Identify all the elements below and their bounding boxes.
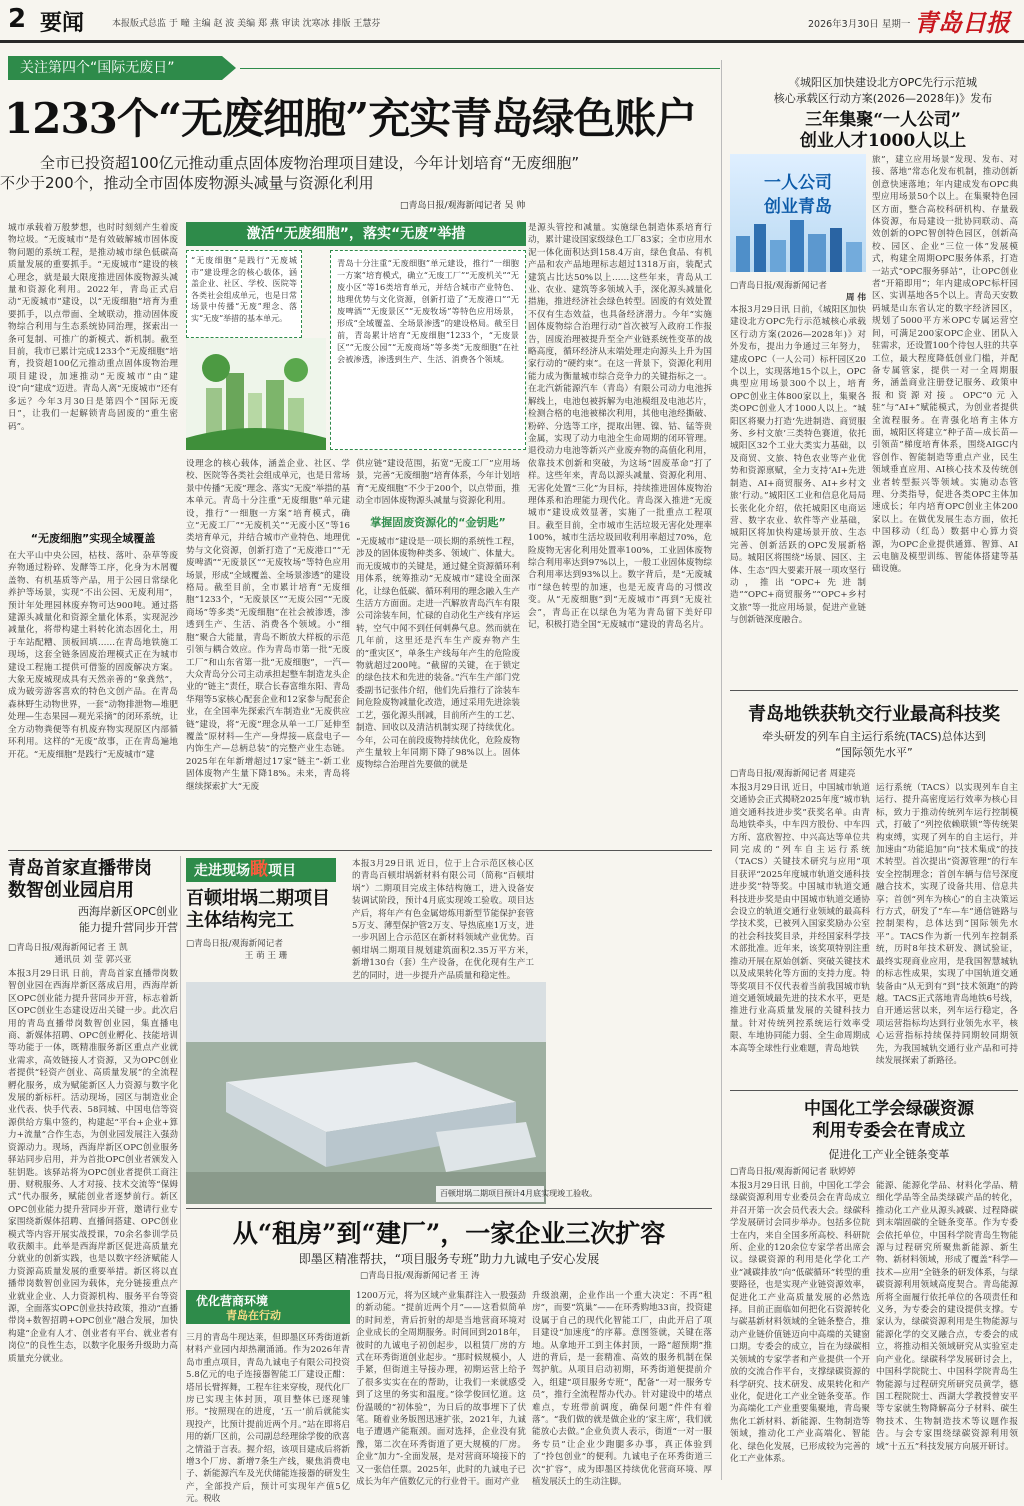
construction-headline (186, 888, 346, 932)
lead-section-heading-1: “无废细胞”实现全域覆盖 (30, 532, 156, 545)
opc-illustration-caption-2: 创业青岛 (764, 197, 832, 217)
construction-byline-1: □青岛日报/观海新闻记者 (186, 939, 283, 949)
topic-banner: 关注第四个“国际无废日” (8, 56, 222, 80)
lead-headline: 1233个“无废细胞”充实青岛绿色账户 (4, 94, 697, 143)
opc-reporter: 周 伟 (845, 293, 866, 303)
metro-subhead-1: 牵头研发的列车自主运行系统(TACS)总体达到 (762, 730, 986, 743)
lead-body-col3: 供应链”建设范围，拓宽“无废工厂”应用场景，完善“无废细胞”培育体系，今年计划培育“无废细胞”不少于200个，以点带面，推动全市固体废物源头减量与资源化利用。 (356, 459, 520, 507)
lead-subhead-1: 全市已投资超100亿元推动重点固体废物治理项目建设，今年计划培育“无废细胞” (40, 154, 580, 172)
banner-rule (240, 68, 720, 69)
opc-body-col1: 本报3月29日讯 日前，《城阳区加快建设北方OPC先行示范城核心承载区行动方案(2026—2028年)》对外发布，提出力争通过三年努力，建成OPC（一人公司）标杆园区20个以上，实现落地15个以上，OPC典型应用场景300个以上，培育OPC创业主体800家以上，集聚各类OPC创业人才1000人以上。“城阳区将聚力打造‘先进制造、商贸服务、乡村文旅’三类特色赛道，依托城阳区32个工业大类实力基础，以及商贸、文旅、特色农业等产业优势和资源禀赋，全力支持‘AI+先进制造、AI+商贸服务、AI+乡村文旅’行动。”城阳区工业和信息化局局长张化化介绍，依托城阳区电商运营、数字农业、软件等产业基础，城阳区将加快构建场景开放、生态完善、创新活跃的OPC发展新格局。城阳区将围绕“场景、园区、主体、生态”四大要素开展一项攻坚行动，推出“OPC+先进制造”“OPC+商贸服务”“OPC+乡村文旅”等一批应用场景，促进产业链与创新链深度融合。 (730, 305, 866, 626)
opc-pre-headline-1: 《城阳区加快建设北方OPC先行示范城 (789, 76, 977, 89)
chem-body-col1: 本报3月29日讯 日前，中国化工学会绿碳资源利用专业委员会在青岛成立并召开第一次会员代表大会。绿碳科学发展研讨会同步举办。包括多位院士在内，来自全国多所高校、科研院所、企业的120余位专家学者出席会议。绿碳资源的利用是化学化工产业“减碳排放”向“低碳循环”转型的重要路径，也是实现产业链资源效率，促进化工产业高质量发展的必然选择。目前正面临如何把化石资源转化与碳基新材料领域的全链条整合，推动产业链价值链迈向中高端的关键窗口期。专委会的成立，旨在为绿碳相关领域的专家学者和产业提供一个开放的交流合作平台，支撑绿碳资源的科学研究、技术研发、成果转化和产业化，促进化工产业全链条变革。作为高端化工产业重要集聚地，青岛聚焦化工新材料、新能源、生物制造等领域，推动化工产业高端化、智能化、绿色化发展，已形成较为完善的化工产业体系。 (730, 1181, 870, 1464)
section-divider (8, 850, 712, 851)
opc-pre-headline (748, 74, 1018, 106)
jimo-body-col1: 三月的青岛牛现达莱，但即墨区环秀街道新材料产业园内却热潮涌涌。作为2026年青岛市重点项目，青岛九诚电子有限公司投资5.8亿元的电子连接器智能工厂建设正酣：塔吊长臂挥舞，工程车往来穿梭，现代化厂房已实现主体封顶，项目整体已逐现雏形。“按照现在的进度，‘五一’前后就能实现投产，比预计提前近两个月。”站在即将启用的新厂区前，公司副总经理徐学俊的欣喜之情溢于言表。握介绍，该项目建成后将新增3个厂房、新增7条生产线，聚焦消费电子、新能源汽车及光伏储能连接器的研发生产，全部投产后，预计可实现年产值5亿元。税收 (186, 1333, 350, 1505)
opc-body-col2: 旅”，建立应用场景“发现、发布、对接、落地”常态化发布机制，推动创新创意快速落地；年内建成发布OPC典型应用场景50个以上。在集聚特色园区方面，整合高校科研机构、存量载体资源，布局建设一批协同联动、高效创新的OPC智创特色园区，创新高校、园区、企业“三位一体”发展模式，构建全周期OPC服务体系，打造一站式“OPC服务驿站”，让OPC创业者“开箱即用”；年内建成OPC标杆园区、实训基地各5个以上。青岛天安数码城是山东省认定的数字经济园区，规划了5000平方米OPC专属运营空间，可满足200家OPC企业、团队入驻需求，还设置100个待包人驻的共享工位，最大程度降低创业门槛，并配备专属管家，提供一对一全周期服务，涵盖商业注册登记服务、政策申报和资源对接。OPC“0元入驻”与“AI+”赋能模式，为创业者提供全流程服务。在青强化培育主体方面，城阳区将建立“种子苗—成长苗—引领苗”梯度培育体系，围绕AIGC内容创作、智能制造等重点产业，民生领域垂直应用、AI核心技术及传统创业者转型振兴等领域。实施动态管理、分类指导，促进各类OPC主体加速成长；年内培育OPC创业主体200家以上。在做优发展生态方面，依托中国移动（红岛）数据中心算力资源，为OPC企业提供通算、智算、AI云电脑及模型训练、智能体搭建等基础设施。 (872, 155, 1018, 575)
chem-headline (760, 1098, 1018, 1142)
construction-tag (186, 858, 336, 882)
livestream-subhead-2: 能力提升营同步开营 (79, 921, 178, 934)
jimo-body-col2: 1200万元，将为区域产业集群注入一股强劲的新动能。“提前近两个月”——这看似简单的时间差，背后折射的却是当地营商环境对企业成长的全周期服务。时间回到2018年，彼时的九诚电子初创起步，以租赁厂房的方式在环秀街道创业起步。“那时候规模小，人手紧，但街道主导接办理，初期运营上给予了很多实实在在的帮助，让我们一来就感受到了这里的务实和温度。”徐学俊回忆道。这份温暖的“初体验”，为日后的故事埋下了伏笔。随着业务版图迅速扩张，2021年，九诚电子遭遇产能瓶颈。面对选择，企业没有犹豫，第二次在环秀街道了更大规模的厂房。企业“加力”-全面发展，是对营商环境接下的又一张信任票。2025年，此时的九诚电子已成长为年产值数亿元的行业骨干。面对产业 (356, 1291, 526, 1488)
livestream-byline-1: □青岛日报/观海新闻记者 王 凯 (8, 943, 128, 953)
construction-headline-1: 百顿坩埚二期项目 (186, 888, 330, 909)
opc-illustration-caption-1: 一人公司 (764, 173, 832, 193)
lead-body-col3b: “无废城市”建设是一项长期的系统性工程，涉及的固体废物种类多、领域广、体量大。而无废城市的关键是，通过健全资源循环利用体系，统筹推动“无废城市”建设全面深化，让绿色低碳、循环利用的理念融入生产生活方方面面。走进一汽解放青岛汽车有限公司涂装车间，忙碌的自动化生产线有序运转，空气中闻不到任何刺鼻气息。然而就在几年前，这里还是汽车生产废弃物产生的“重灾区”，单条生产线每年产生的危险废物就超过200吨。“截留的关键，在于锁定的绿色技术和先进的装备。”汽车生产部门党委副书记张伟介绍，他们先后推行了涂装车间危险废物减量化改造，通过采用先进涂装工艺，强化源头削减，目前所产生的工艺、制造、回收以及清洁机制实现了持续优化。今年，公司在前段废物持续优化，危险废物产生量较上年同期下降了98%以上。固体废物综合治理首先要做的就是 (356, 537, 520, 771)
chem-byline: □青岛日报/观海新闻记者 耿婷婷 (730, 1167, 856, 1177)
livestream-headline-2: 数智创业园启用 (8, 880, 134, 901)
opc-illustration (730, 154, 866, 272)
lead-body-col1b: 在大平山中央公园，枯枝、落叶、杂草等废弃物通过粉碎、发酵等工序，化身为木屑覆盖物、有机基质等产品，用于公园日常绿化养护等场景，实现“不出公园、无废利用”，预计年处理园林废弃物可达900吨。通过搭建源头减量化和资源全量化体系，实现泥沙减量化，将带构建土料转化流态固化土，用于车站配糟、顶板回填……在青岛地铁施工现场，这套全链条固废治理模式正在为城市建设工程施工提供可借鉴的固废解决方案。大象无废城现成具有天然亲善的“象龚然”，成为破旁游客喜欢的特色文创产品。在青岛森林野生动物世界，一套“动物排泄物—堆肥处理—生态果园—观光采摘”的闭环系统，让全方动物粪便等有机废弃物实现原区内部循环利用。这样的“无废”故事，正在青岛遍地开花。“无废细胞”是践行“无废城市”建 (8, 551, 178, 760)
construction-headline-2: 主体结构完工 (186, 910, 294, 931)
jimo-subhead: 即墨区精准帮扶，“项目服务专班”助力九诚电子安心发展 (298, 1252, 600, 1266)
metro-byline: □青岛日报/观海新闻记者 周建亮 (730, 769, 856, 779)
jimo-byline: □青岛日报/观海新闻记者 王 涛 (360, 1271, 480, 1281)
livestream-subhead-1: 西海岸新区OPC创业 (78, 905, 178, 918)
column-divider (180, 856, 181, 1480)
feature-box-heading: 激活“无废细胞”，落实“无废”举措 (186, 222, 526, 246)
green-city-illustration (186, 338, 326, 450)
livestream-byline-2: 通讯员 刘 莹 郭兴亚 (54, 955, 132, 965)
lead-section-heading-2: 掌握固废资源化的“金钥匙” (370, 516, 506, 529)
construction-body: 本报3月29日讯 近日，位于上合示范区核心区的青岛百顿坩埚新材料有限公司（简称“百顿坩埚”）二期项目完成主体结构施工，进入设备安装调试阶段，预计4月底实现竣工验收。项目达产后，将年产有色金属熔炼用新型节能保护套管5万支、薄型保护管2万支、导热底座1万支，进一步巩固上合示范区在新材料领域产业优势。百顿坩埚二期项目规划建筑面积2.35万平方米，新增130台（套）生产设备，在优化现有生产工艺的同时，进一步提升产品质量和稳定性。 (352, 859, 534, 981)
chem-subhead: 促进化工产业全链条变革 (828, 1148, 950, 1161)
construction-byline-2: 王 萌 王 珊 (244, 951, 288, 961)
lead-body-col4: 是源头管控和减量。实施绿色制造体系培育行动，累计建设国家级绿色工厂83家；全市应用水泥一体化面积达到158.4万亩，绿色食品、有机产品和农产品地理标志超过1318万亩，装配式建筑占比达50%以上……这些年来，青岛从工业、农业、建筑等多领域入手，深化源头减量化措施，推进经济社会绿色转型。固废的有效处置不仅有生态效益，也具备经济潜力。今年“实施固体废物综合治理行动”首次被写入政府工作报告，固废治理被提升至全产业链系统性变革的战略高度，循环经济从末端处理走向源头上升为国家行动的“硬约束”。在这一背景下，资源化利用能力成为衡量城市综合竞争力的关键指标之一。在北汽新能源汽车（青岛）有限公司动力电池拆解线上，电池包被拆解为电池模组及电池芯片，检测合格的电池被梯次利用，其他电池经撕破、粉碎、分选等工序，提取出锂、镍、钴、锰等贵金属，实现了动力电池全生命周期的闭环管理。退役动力电池等新兴产业废弃物的高值化利用，依靠技术创新和突破，为这场“固废革命”打了样。这些年来，青岛以源头减量、资源化利用、无害化处置“三化”为目标，持续推进固体废物治理体系和治理能力现代化。青岛深入推进“无废城市”建设成效显著，实施了一批重点工程项目。截至目前，全市城市生活垃圾无害化处理率100%，城市生活垃圾回收利用率超过70%，危险废物无害化利用处置率100%，工业固体废物综合利用率达到97%以上，一般工业固体废物综合利用率达到93%以上。数字背后，是“无废城市”绿色转型的加速，也是无废青岛的习惯改变。从“无废细胞”到“无废城市”再到“无废社会”，青岛正在以绿色为笔为青岛留下美好印记，积极打造全国“无废城市”建设的青岛名片。 (528, 223, 712, 630)
chem-headline-2: 利用专委会在青成立 (812, 1121, 966, 1141)
construction-aerial-photo (186, 982, 598, 1204)
aerial-photo-graphic (186, 982, 546, 1204)
section-divider (186, 1208, 712, 1209)
lead-byline: □青岛日报/观海新闻记者 吴 帅 (400, 201, 526, 211)
opc-headline (748, 110, 1018, 152)
livestream-headline (8, 858, 178, 902)
page-number: 2 (8, 4, 27, 34)
section-divider (730, 1090, 1018, 1091)
jimo-body-col3: 升级浪潮，企业作出一个重大决定：不再“租房”，而要“筑巢”——在环秀购地33亩，投资建设属于自己的现代化智能工厂，由此开启了项目建设“加速度”的序幕。意图签就，关键在落地。从拿地开工到主体封顶，一路“超预期”推进的背后，是一套精准、高效的服务机制在保驾护航。从项目启动初期，环秀街道便提前介入，组建“项目服务专班”，配备“一对一服务专员”，推行全流程帮办代办。针对建设中的堵点难点，专班带前调度，确保问题“件件有着落”。“我们做的就是做企业的‘家主席’，我们就能放心去做。”企业负责人表示，街道“一对一服务专员”让企业少跑腿多办事，真正体验到了“拎包创业”的便利。九诚电子在环秀街道三次“扩容”，成为即墨区持续优化营商环境、厚植发展沃土的生动注脚。 (532, 1291, 712, 1488)
newspaper-logo: 青岛日报 (914, 8, 1010, 37)
construction-tag-2: 瞰 (250, 859, 268, 880)
construction-tag-3: 项目 (268, 863, 296, 879)
metro-body-col1: 本报3月29日讯 近日，中国城市轨道交通协会正式揭晓2025年度“城市轨道交通科技进步奖”获奖名单。由青岛地铁牵头，中车四方股份、中车四方所、富欣智控、中兴高达等单位共同完成的“列车自主运行系统（TACS）关键技术研究与应用”项目获评“2025年度城市轨道交通科技进步奖”特等奖。中国城市轨道交通科技进步奖是由中国城市轨道交通协会设立的轨道交通行业领域的最高科学技术奖，已被列入国家奖励办公室的社会科技奖目录，并经国家科学技术部批准。近年来，该奖项特别注重推动开展在原始创新、突破关键技术以及成果转化等方面的支持力度。特等奖项目不仅代表着当前我国城市轨道交通领域最先进的技术水平，更是推进行业高质量发展的关键科技力量。针对传统列控系统运行效率受限、车地协同能力弱、全生命周期成本高等全球性行业难题，青岛地铁 (730, 783, 870, 1054)
opc-pre-headline-2: 核心承载区行动方案(2026—2028年)》发布 (773, 92, 993, 105)
construction-tag-1: 走进现场 (194, 863, 250, 879)
livestream-headline-1: 青岛首家直播带岗 (8, 858, 152, 879)
metro-body-col2: 运行系统（TACS）以实现列车自主运行、提升高密度运行效率为核心目标，致力于推动传统列车运行控制模式，打破了“列控依赖联锁”等传统架构束缚，实现了列车的自主运行，并加速由“功能追加”向“技术集成”的技术转型。首次提出“资源管理”的行车安全控制理念；首创车辆与信号深度融合技术，实现了设备共用、信息共享；首创“列车为核心”的自主决策运行方式，研发了“车—车”通信链路与控制架构，总体达到“国际领先水平”。TACS作为新一代列车控制系统，历时8年技术研发、测试验证，最终实现商业应用，是我国智慧城轨的标志性成果，实现了中国轨道交通装备由“从无到有”到“技术领跑”的跨越。TACS正式落地青岛地铁6号线，自开通运营以来，列车运行稳定，各项运营指标均达到行业领先水平，核心运营指标持续保持同期较同期领先，为我国城轨交通行业产品和可持续发展探索了新路径。 (876, 783, 1018, 1066)
jimo-tag-2: 青岛在行动 (226, 1309, 281, 1322)
staff-credits: 本报版式总监 于 疃 主编 赵 波 美编 郑 燕 审读 沈寒冰 排版 王慧芬 (112, 19, 381, 29)
city-skyline-graphic (730, 216, 866, 272)
jimo-tag-1: 优化营商环境 (196, 1294, 269, 1308)
metro-headline: 青岛地铁获轨交行业最高科技奖 (748, 704, 1000, 725)
chem-body-col2: 能源、能源化学品、材料化学品、精细化学品等全品类绿碳产品的转化，推动化工产业从源头减碳、过程降碳到末端固碳的全链条变革。作为专委会依托单位，中国科学院青岛生物能源与过程研究所聚焦新能源、新生物、新材料领域，形成了覆盖“科学—技术—应用”全链条的研发体系，与绿碳资源利用领域高度契合。青岛能源所将全面履行依托单位的各项责任和义务，为专委会的建设提供支撑。专家认为，绿碳资源利用是生物能源与能源化学的交叉融合点，专委会的成立，将推动相关领域研究从实验室走向产业化。绿碳科学发展研讨会上，中国科学院院士、中国科学院青岛生物能源与过程研究所研究员黄学，德国工程院院士、西湖大学教授曾安平等专家就生物降解高分子材料、碳生物技术、生物制造技术等议题作报告。与会专家围绕绿碳资源利用领域“十五五”科技发展方向展开研讨。 (876, 1181, 1018, 1452)
livestream-body: 本报3月29日讯 日前，青岛首家直播带岗数智创业园在西海岸新区落成启用，西海岸新区OPC创业能力提升营同步开营，标志着新区OPC创业生态建设迈出关键一步。此次启用的青岛直播带岗数智创业园，集直播电商、新媒体招聘、OPC创业孵化、技能培训等功能于一体，既精准服务新区重点产业就业需求，高效链接人才资源，又为OPC创业者提供“轻资产创业、高质量发展”的全流程孵化服务，成为赋能新区人力资源与数字化发展的新标杆。活动现场，园区与制造业企业代表、快手代表、58同城、中国电信等资源供给方集中签约，构建起“平台+企业+算力+流量”合作生态，为创业园发展注入强劲资源动力。现场，西海岸新区OPC创业服务驿站同步启用，并为首批OPC创业者颁发入驻钥匙。该驿站将为OPC创业者提供工商注册、财税服务、人才对接、技术交流等“保姆式”代办服务，赋能创业者逐梦前行。新区OPC创业能力提升营同步开营，邀请行业专家围绕新媒体招聘、直播间搭建、OPC创业模式等内容开展实战授课，70余名参训学员收获颇丰。此举是西海岸新区促进高质量充分就业的创新实践，也是以数字经济赋能人力资源高质量发展的重要举措。新区将以直播带岗数智创业园为载体，充分链接重点产业就业企业、人力资源机构、服务平台等资源，全面落实OPC创业扶持政策，推动“直播带岗+数智招聘+OPC创业”融合发展，加快构建“企业有人才、创业者有平台、就业者有岗位”的良性生态，以数字化服务升级助力高质量充分就业。 (8, 969, 178, 1364)
livestream-subhead (8, 904, 178, 936)
page-section-name: 要闻 (40, 11, 85, 36)
jimo-tag (186, 1290, 350, 1324)
lead-body-col1a: 城市承载着万般梦想，也时时刻刻产生着废物垃圾。“无废城市”是有效破解城市固体废物问题的系统工程，是推动城市绿色低碳高质量发展的重要抓手。“无废城市”建设的核心理念，就是最大限度推进固体废物源头减量和资源化利用。2022年，青岛正式启动“无废城市”建设，以“无废细胞”培育为重要抓手，以点带面、全域联动，推动固体废物综合利用与生态系统协同治理，探索出一条可复制、可推广的新模式、新机制。截至目前，我市已累计完成1233个“无废细胞”培育，投资超100亿元推动重点固体废物治理项目建设，加速推动“无废城市”由“建设”向“建成”迈进。青岛人离“无废城市”还有多远？今年3月30日是第四个“国际无废日”，让我们一起解锁青岛固废的“重生密码”。 (8, 223, 178, 432)
jimo-headline: 从“租房”到“建厂”，一家企业三次扩容 (232, 1219, 666, 1248)
chem-headline-1: 中国化工学会绿碳资源 (804, 1099, 974, 1119)
lead-subhead-2: 不少于200个，推动全市固体废物源头减量与资源化利用 (0, 174, 374, 192)
feature-box-quote-1: “无废细胞”是践行“无废城市”建设理念的核心载体，涵盖企业、社区、学校、医院等各类社会组成单元，也是日常场景中传播“无废”理念、落实“无废”举措的基本单元。 (186, 250, 302, 338)
feature-box-quote-2: 青岛十分注重“无废细胞”单元建设，推行“一细胞一方案”培育模式，确立“无废工厂”“无废机关”“无废小区”等16类培育单元，并结合城市产业特色、地理优势与文化资源，创新打造了“无废港口”“无废啤酒”“无废景区”“无废牧场”等特色应用场景，形成“全域覆盖、全场景渗透”的建设格局。截至目前，青岛累计培育“无废细胞”1233个，“无废景区”“无废公园”“无废商场”等多类“无废细胞”在社会被渗透，渗透到生产、生活、消费各个领域。 (330, 250, 526, 450)
column-divider (721, 60, 722, 1480)
metro-subhead-2: “国际领先水平” (835, 746, 913, 759)
lead-body-col2: 设理念的核心载体，涵盖企业、社区、学校、医院等各类社会组成单元，也是日常场景中传播“无废”理念、落实“无废”举措的基本单元。青岛十分注重“无废细胞”单元建设，推行“一细胞一方案”培育模式，确立“无废工厂”“无废机关”“无废小区”等16类培育单元，并结合城市产业特色、地理优势与文化资源，创新打造了“无废港口”“无废啤酒”“无废景区”“无废牧场”等特色应用场景，形成“全域覆盖、全场景渗透”的建设格局。截至目前，全市累计培育“无废细胞”1233个，“无废景区”“无废公园”“无废商场”等多类“无废细胞”在社会被渗透，渗透到生产、生活、消费各个领域。小“细胞”聚合大能量，青岛不断放大样板的示范引领与耦合效应。作为青岛市第一批“无废工厂”和山东省第一批“无废细胞”，一汽—大众青岛分公司主动承担起整车制造龙头企业的“链主”责任，联合长春富维东阳、青岛华翔等5家核心配套企业和12家参与配套企业，在全国率先探索汽车制造业“无废供应链”建设，将“无废”理念从单一工厂延伸至覆盖“原材料—生产—身焊接—底盘电子—内饰生产—总柄总装”的完整产业生态链。2025年在年新增超过17家“链主”-新工业固体废物产生量下降18%。未来，青岛将继续探索扩大“无废 (186, 459, 350, 792)
opc-headline-1: 三年集聚“一人公司” (805, 110, 961, 130)
opc-headline-2: 创业人才1000人以上 (799, 131, 967, 151)
issue-date: 2026年3月30日 星期一 (808, 19, 911, 30)
photo-caption: 百顿坩埚二期项目预计4月底实现竣工验收。 (436, 1186, 544, 1202)
opc-byline: □青岛日报/观海新闻记者 (730, 281, 827, 291)
masthead (0, 0, 1024, 43)
section-divider (730, 690, 1018, 691)
